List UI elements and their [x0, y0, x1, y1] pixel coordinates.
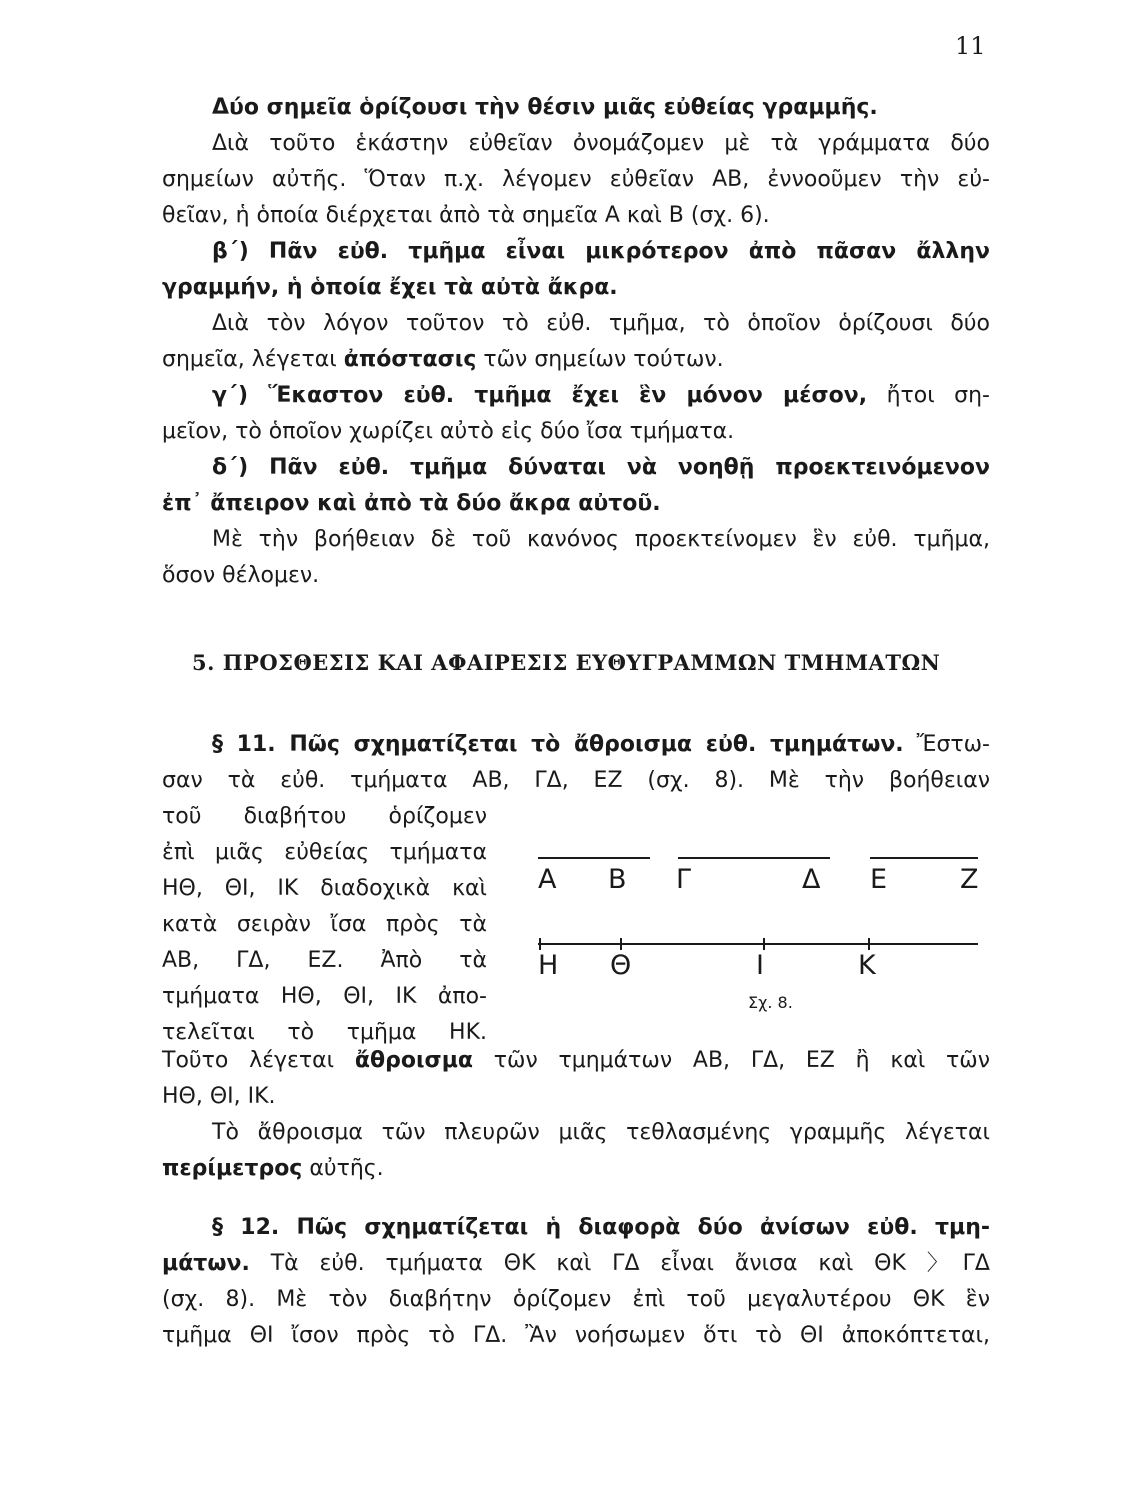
text-fragment: μάτων. — [162, 1251, 250, 1276]
text-line: σαν τὰ εὐθ. τμήματα ΑΒ, ΓΔ, ΕΖ (σχ. 8). Μὲ τὴν βοήθειαν — [162, 768, 990, 793]
text-line — [162, 1246, 990, 1282]
text-line: θεῖαν, ἡ ὁποία διέρχεται ἀπὸ τὰ σημεῖα Α καὶ Β (σχ. 6). — [162, 203, 770, 228]
section-11-title: § 11. Πῶς σχηματίζεται τὸ ἄθροισμα εὐθ. τμημάτων. — [212, 732, 904, 757]
text-line: τοῦ διαβήτου ὁρίζομεν — [162, 804, 487, 829]
label-iota: Ι — [756, 950, 764, 981]
text-line — [162, 727, 990, 763]
page-number: 11 — [955, 32, 986, 60]
text-line: Μὲ τὴν βοήθειαν δὲ τοῦ κανόνος προεκτείνομεν ἓν εὐθ. τμῆμα, — [212, 527, 990, 552]
text-line: Δύο σημεῖα ὁρίζουσι τὴν θέσιν μιᾶς εὐθείας γραμμῆς. — [212, 95, 878, 120]
text-line: Διὰ τοῦτο ἑκάστην εὐθεῖαν ὀνομάζομεν μὲ τὰ γράμματα δύο — [212, 131, 990, 156]
section-11-conclusion — [162, 1043, 990, 1187]
text-line: μεῖον, τὸ ὁποῖον χωρίζει αὐτὸ εἰς δύο ἴσα τμήματα. — [162, 419, 735, 444]
text-line: σημείων αὐτῆς. Ὅταν π.χ. λέγομεν εὐθεῖαν ΑΒ, ἐννοοῦμεν τὴν εὐ- — [162, 167, 990, 192]
label-alpha: Α — [538, 864, 557, 895]
text-line: Διὰ τὸν λόγον τοῦτον τὸ εὐθ. τμῆμα, τὸ ὁποῖον ὁρίζουσι δύο — [212, 311, 990, 336]
label-epsilon: Ε — [870, 864, 888, 895]
text-fragment: Τὰ εὐθ. τμήματα ΘΚ καὶ ΓΔ εἶναι ἄνισα καὶ ΘΚ 〉ΓΔ — [249, 1251, 990, 1276]
text-line: (σχ. 8). Μὲ τὸν διαβήτην ὁρίζομεν ἐπὶ τοῦ μεγαλυτέρου ΘΚ ἓν — [162, 1287, 990, 1312]
text-line: τμήματα ΗΘ, ΘΙ, ΙΚ ἀπο- — [162, 984, 487, 1009]
label-eta: Η — [538, 950, 559, 981]
text-line — [162, 342, 990, 378]
label-theta: Θ — [610, 950, 632, 981]
text-line: ΗΘ, ΘΙ, ΙΚ διαδοχικὰ καὶ — [162, 876, 487, 901]
text-line — [162, 1043, 990, 1079]
text-fragment: τῶν σημείων τούτων. — [476, 347, 724, 372]
label-kappa: Κ — [858, 950, 876, 981]
text-line: κατὰ σειρὰν ἴσα πρὸς τὰ — [162, 912, 487, 937]
text-fragment: γ´) Ἕκαστον εὐθ. τμῆμα ἔχει ἓν μόνον μέσον, — [212, 383, 868, 408]
text-line: τελεῖται τὸ τμῆμα ΗΚ. — [162, 1020, 487, 1045]
text-fragment: Ἔστω- — [903, 732, 990, 757]
term-perimetros: περίμετρος — [162, 1156, 303, 1181]
label-gamma: Γ — [676, 864, 692, 895]
term-athroisma: ἄθροισμα — [354, 1048, 473, 1073]
text-line: β´) Πᾶν εὐθ. τμῆμα εἶναι μικρότερον ἀπὸ πᾶσαν ἄλλην — [212, 239, 990, 264]
text-fragment: Τοῦτο λέγεται — [162, 1048, 355, 1073]
text-line: ἐπὶ μιᾶς εὐθείας τμήματα — [162, 840, 487, 865]
section-11-intro — [162, 727, 990, 799]
text-fragment: ἤτοι ση- — [867, 383, 990, 408]
text-line: ὅσον θέλομεν. — [162, 563, 320, 588]
label-delta: Δ — [802, 864, 821, 895]
section-12 — [162, 1210, 990, 1354]
section-11-left-column — [162, 799, 487, 1051]
label-zeta: Ζ — [960, 864, 979, 895]
text-line: ΗΘ, ΘΙ, ΙΚ. — [162, 1084, 276, 1109]
text-line: τμῆμα ΘΙ ἴσον πρὸς τὸ ΓΔ. Ἂν νοήσωμεν ὅτι τὸ ΘΙ ἀποκόπτεται, — [162, 1323, 990, 1348]
label-beta: Β — [608, 864, 627, 895]
section-12-title: § 12. Πῶς σχηματίζεται ἡ διαφορὰ δύο ἀνίσων εὐθ. τμη- — [212, 1215, 990, 1240]
text-line — [162, 378, 990, 414]
text-fragment: τῶν τμημάτων ΑΒ, ΓΔ, ΕΖ ἢ καὶ τῶν — [473, 1048, 990, 1073]
text-line: ἐπ᾿ ἄπειρον καὶ ἀπὸ τὰ δύο ἄκρα αὐτοῦ. — [162, 491, 661, 516]
term-apostasis: ἀπόστασις — [343, 347, 477, 372]
text-line: γραμμήν, ἡ ὁποία ἔχει τὰ αὐτὰ ἄκρα. — [162, 275, 618, 300]
text-line: δ´) Πᾶν εὐθ. τμῆμα δύναται νὰ νοηθῇ προεκτεινόμενον — [212, 455, 990, 480]
section-heading: 5. ΠΡΟΣΘΕΣΙΣ ΚΑΙ ΑΦΑΙΡΕΣΙΣ ΕΥΘΥΓΡΑΜΜΩΝ ΤΜΗΜΑΤΩΝ — [192, 650, 941, 675]
text-line — [162, 1151, 990, 1187]
figure-caption: Σχ. 8. — [748, 993, 793, 1012]
figure-8 — [520, 840, 990, 1020]
upper-text-block — [162, 90, 990, 594]
text-line: Τὸ ἄθροισμα τῶν πλευρῶν μιᾶς τεθλασμένης γραμμῆς λέγεται — [212, 1120, 990, 1145]
text-fragment: σημεῖα, λέγεται — [162, 347, 344, 372]
text-line: ΑΒ, ΓΔ, ΕΖ. Ἀπὸ τὰ — [162, 948, 487, 973]
text-fragment: αὐτῆς. — [302, 1156, 384, 1181]
